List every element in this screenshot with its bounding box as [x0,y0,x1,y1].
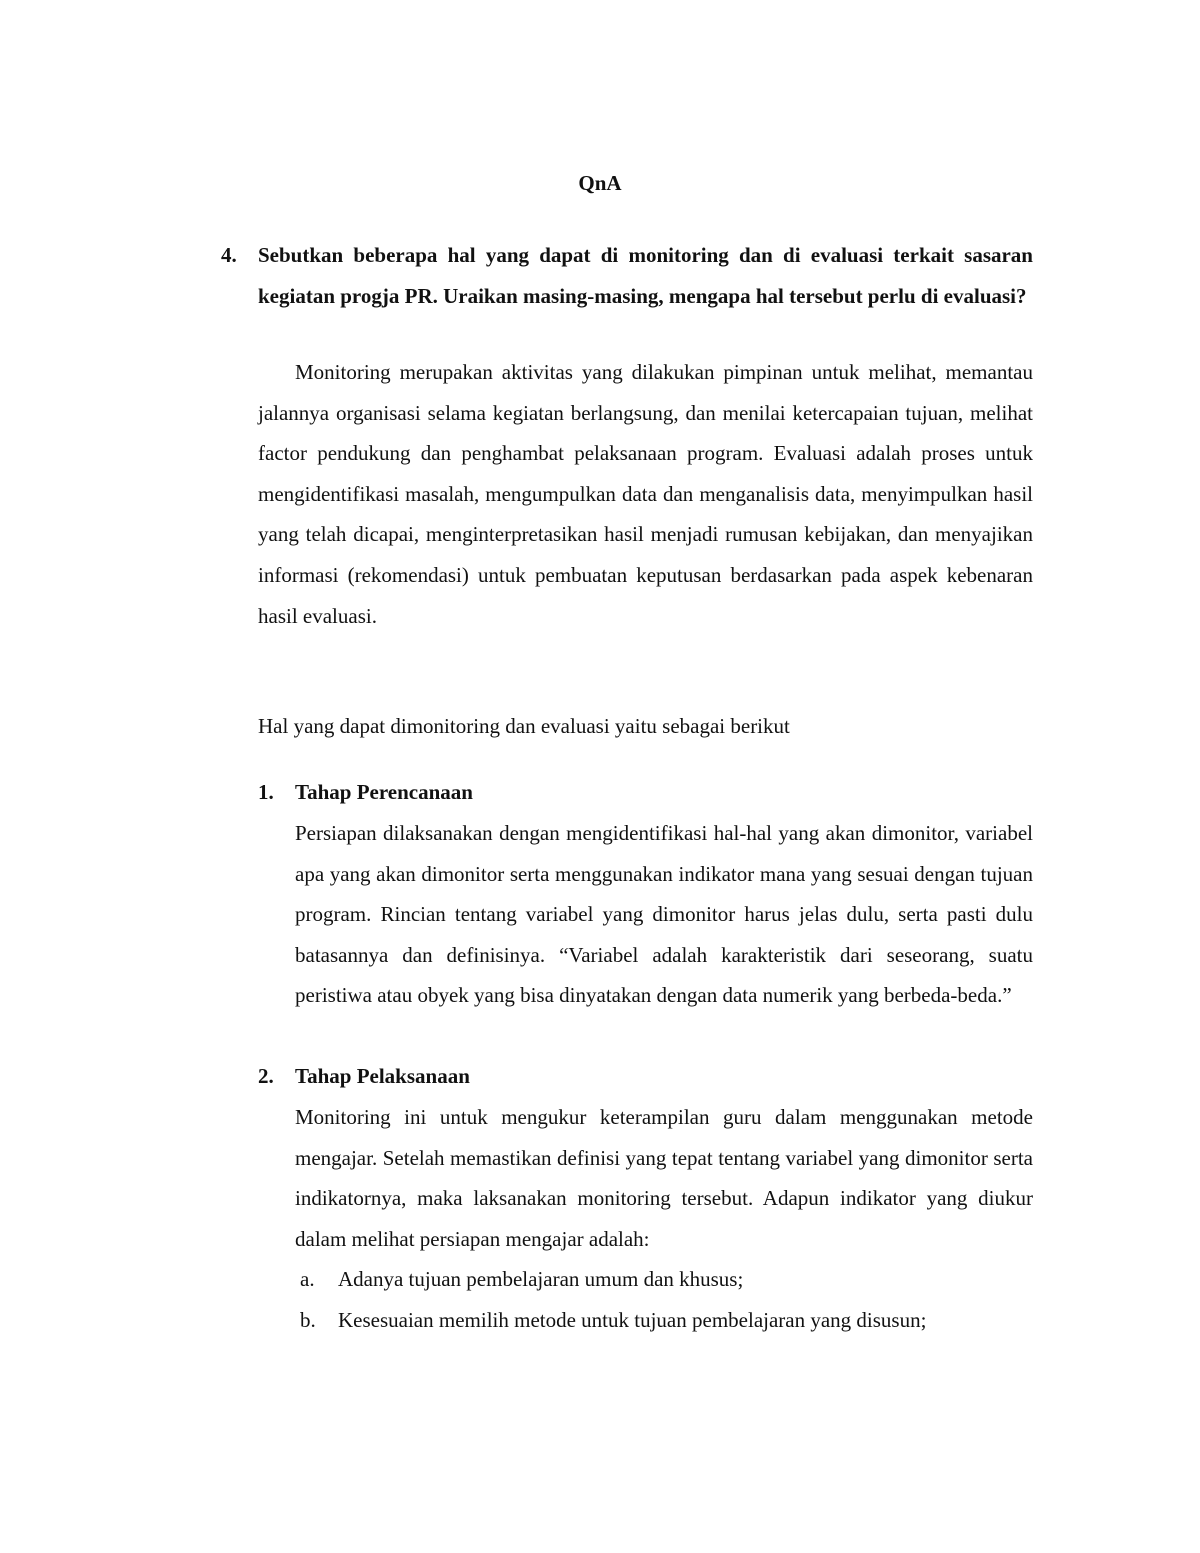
list-item-text: Adanya tujuan pembelajaran umum dan khusus; [338,1267,744,1291]
section-body-pelaksanaan: Monitoring ini untuk mengukur keterampilan guru dalam menggunakan metode mengajar. Setelah memastikan definisi yang tepat tentang variabel yang dimonitor serta indikatornya, maka laksanakan monitoring tersebut. Adapun indikator yang diukur dalam melihat persiapan mengajar adalah: [295,1105,1033,1251]
section-body-perencanaan: Persiapan dilaksanakan dengan mengidentifikasi hal-hal yang akan dimonitor, variabel apa yang akan dimonitor serta menggunakan indikator mana yang sesuai dengan tujuan program. Rincian tentang variabel yang dimonitor harus jelas dulu, serta pasti dulu batasannya dan definisinya. “Variabel adalah karakteristik dari seseorang, suatu peristiwa atau obyek yang bisa dinyatakan dengan data numerik yang berbeda-beda.” [295,821,1033,1008]
list-intro: Hal yang dapat dimonitoring dan evaluasi yaitu sebagai berikut [258,714,790,738]
document-title: QnA [578,171,622,195]
list-item-letter: b. [300,1308,316,1332]
answer-paragraph: Monitoring merupakan aktivitas yang dilakukan pimpinan untuk melihat, memantau jalannya organisasi selama kegiatan berlangsung, dan menilai ketercapaian tujuan, melihat factor pendukung dan penghambat pelaksanaan program. Evaluasi adalah proses untuk mengidentifikasi masalah, mengumpulkan data dan menganalisis data, menyimpulkan hasil yang telah dicapai, menginterpretasikan hasil menjadi rumusan kebijakan, dan menyajikan informasi (rekomendasi) untuk pembuatan keputusan berdasarkan pada aspek kebenaran hasil evaluasi. [258,360,1033,628]
list-item-letter: a. [300,1267,315,1291]
question-number: 4. [221,243,237,267]
list-item-text: Kesesuaian memilih metode untuk tujuan pembelajaran yang disusun; [338,1308,927,1332]
question-text: Sebutkan beberapa hal yang dapat di monitoring dan di evaluasi terkait sasaran kegiatan progja PR. Uraikan masing-masing, mengapa hal tersebut perlu di evaluasi? [258,243,1033,308]
section-title-perencanaan: Tahap Perencanaan [295,780,473,804]
section-number: 2. [258,1064,274,1088]
section-number: 1. [258,780,274,804]
section-title-pelaksanaan: Tahap Pelaksanaan [295,1064,470,1088]
